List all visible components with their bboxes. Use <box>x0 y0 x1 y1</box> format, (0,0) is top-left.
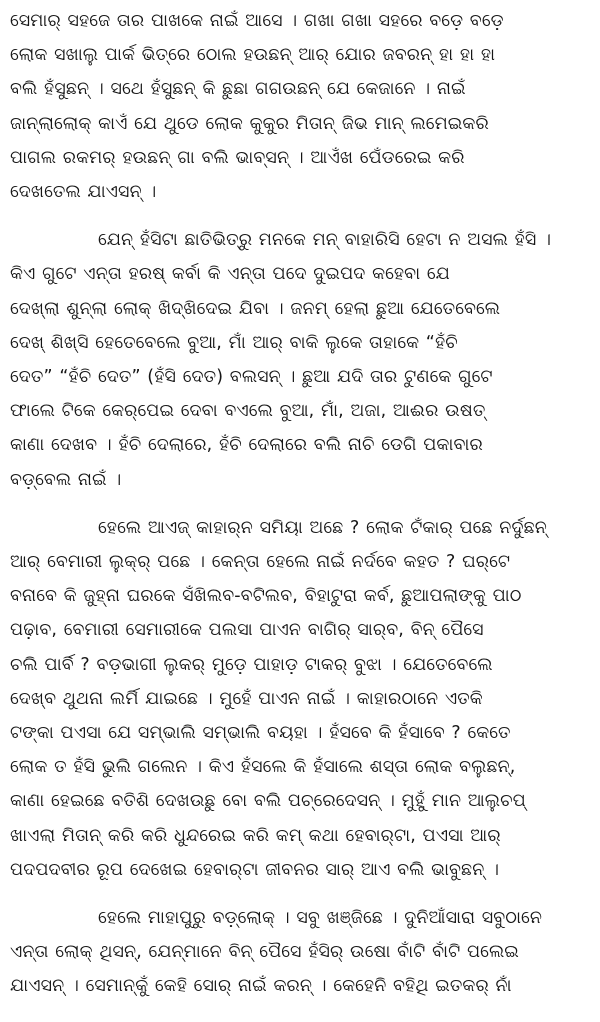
text-line: ସେମାର୍ ସହଜେ ତାର ପାଖକେ ନାଇଁ ଆସେ । ଗଖା ଗଖା ସହରେ ବଡ଼େ ବଡ଼େ <box>10 11 504 31</box>
text-line: କିଏ ଗୁଟେ ଏନ୍ତା ହରଷ୍ କର୍ବା କି ଏନ୍ତା ପଦେ ଦୁଇପଦ କହେବା ଯେ <box>10 264 450 285</box>
text-line: ଦେଖତେଲ ଯାଏସନ୍ । <box>10 182 157 203</box>
text-line: ଟଙ୍କା ପଏସା ଯେ ସମ୍ଭାଲି ସମ୍ଭାଲି ବୟହା । ହଁସବେ କି ହଁସାବେ ? କେତେ <box>10 723 511 744</box>
paragraph <box>10 511 590 887</box>
text-line: ଆର୍ ବେମାରୀ ଲୁକ୍‌ର୍ ପଛେ । କେନ୍ତା ହେଲେ ନାଇଁ ନର୍ଦବେ କହତ ? ଘର୍‌ଟେ <box>10 552 511 573</box>
text-line: କାଣା ହେଇଛେ ବତିଶି ଦେଖଉଛୁ ବୋ ବଲି ପଚ୍ରେଦେସନ୍ । ମୁହୁଁ ମାନ ଆଲୁଚପ୍ <box>10 791 526 812</box>
text-line: ବଲି ହଁସୁଛନ୍ । ସଥେ ହଁସୁଛନ୍ କି ଛୁଛା ଗଗଉଛନ୍ ଯେ କେଜାନେ । ନାଇଁ <box>10 79 466 100</box>
text-line: ଚଲି ପାର୍ବି ? ବଡ଼ଭାଗୀ ଲୁକର୍ ମୁଡ଼େ ପାହାଡ଼ ଟାକର୍ ବୁଝା । ଯେତେବେଲେ <box>10 654 493 675</box>
text-line: ପାଗଲ ରକମର୍ ହଉଛନ୍ ଗା ବଲି ଭାବ୍‌ସନ୍ । ଆଏଁଖ ପେଁଡରେଇ କରି <box>10 147 465 168</box>
text-line: ଜାନ୍‌ଲାଲୋକ୍ କାଏଁ ଯେ ଥୁଡେ ଲୋକ କୁକୁର ମିତାନ୍ ଜିଭ ମାନ୍ ଲମେଇକରି <box>10 113 489 134</box>
text-line: ଦେଖ୍‌ଲା ଶୁନ୍‌ଲା ଲୋକ୍ ଖିଦ୍‌ଖିଦେଇ ଯିବା । ଜନମ୍ ହେଲା ଛୁଆ ଯେତେବେଲେ <box>10 298 501 319</box>
paragraph <box>10 901 590 1004</box>
text-line: ଦେଖ୍ ଶିଖ୍‌ସି ହେତେବେଲେ ବୁଆ, ମାଁ ଆର୍ ବାକି ଲୁକେ ତାହାକେ “ହଁଚି <box>10 332 458 353</box>
text-line: କାଣା ଦେଖବ । ହଁଚି ଦେଲାରେ, ହଁଚି ଦେଲାରେ ବଲି ନାଚି ଡେଗି ପକାବାର <box>10 435 483 456</box>
text-line: ଯାଏସନ୍ । ସେମାନ୍‌କୁଁ କେହି ସୋର୍ ନାଇଁ କରନ୍ । କେହେନି ବହିଥି ଇତକର୍ ନାଁ <box>10 976 512 997</box>
text-line: ବଡ଼୍‌ବେଲ ନାଇଁ । <box>10 469 122 490</box>
paragraph <box>10 4 590 209</box>
text-line: ପଢ଼ାବ, ବେମାରୀ ସେମାରୀକେ ପଲସା ପାଏନ ବାଗିର୍ ସାର୍‌ବ, ବିନ୍ ପୈସେ <box>10 620 484 641</box>
body-text <box>10 4 590 1004</box>
text-line: ଦେତ” “ହଁଚି ଦେତ” (ହଁସି ଦେତ) ବଲସନ୍ । ଛୁଆ ଯଦି ତାର ଟୁଣକେ ଗୁଟେ <box>10 367 493 388</box>
text-line: ଯେନ୍ ହଁସିଟା ଛାତିଭିତ୍ରୁ ମନକେ ମନ୍ ବାହାରିସି ହେଟା ନ ଅସଲ ହଁସି । <box>98 230 552 251</box>
text-line: ଖାଏଲା ମିତାନ୍ କରି କରି ଧୁନ୍ଦରେଇ କରି କମ୍ କଥା ହେବାର୍‌ଟା, ପଏସା ଆର୍ <box>10 825 501 846</box>
text-line: ଏନ୍ତା ଲୋକ୍ ଥିସନ୍, ଯେନ୍‌ମାନେ ବିନ୍ ପୈସେ ହଁସିର୍ ଉଷୋ ବାଁଟି ବାଁଟି ପଲେଇ <box>10 942 519 963</box>
text-line: ଲୋକ ସଖାଲୁ ପାର୍କ ଭିତ୍ରେ ଠୋଲ ହଉଛନ୍ ଆର୍ ଯୋର ଜବରନ୍ ହା ହା ହା <box>10 45 496 66</box>
text-line: ପଦପଦବୀର ରୂପ ଦେଖେଇ ହେବାର୍‌ଟା ଜୀବନର ସାର୍ ଆଏ ବଲି ଭାବୁଛନ୍ । <box>10 859 500 880</box>
text-line: ଦେଖ୍‌ବ ଥୁଥନା ଲର୍ମି ଯାଇଛେ । ମୁହେଁ ପାଏନ ନାଇଁ । କାହାରଠାନେ ଏତକି <box>10 688 483 709</box>
text-line: ବନାବେ କି ଜୁହ୍ନା ଘରକେ ସଁଖିଲବ-ବଟିଲବ, ବିହାଟୁରା କର୍ବ, ଛୁଆପଲାଙ୍କୁ ପାଠ <box>10 586 522 607</box>
text-line: ହେଲେ ମାହାପୁରୁ ବଡ଼୍‌ଲୋକ୍ । ସବୁ ଖଞ୍ଜିଛେ । ଦୁନିଆଁସାରା ସବୁଠାନେ <box>98 908 542 929</box>
text-line: ଲୋକ ତ ହଁସି ଭୁଲି ଗଲେନ । କିଏ ହଁସଲେ କି ହଁସାଲେ ଶସ୍ତା ଲୋକ ବଲୁଛନ୍, <box>10 757 516 778</box>
text-line: ହେଲେ ଆଏଜ୍ କାହାର୍‌ନ ସମିୟା ଅଛେ ? ଲୋକ ଟଁକାର୍ ପଛେ ନର୍ଦୁଛନ୍ <box>98 517 547 538</box>
paragraph <box>10 223 590 497</box>
text-line: ଫାଲେ ଟିକେ କେର୍‌ପେଇ ଦେବା ବଏଲେ ବୁଆ, ମାଁ, ଅଜା, ଆଈର ଉଷତ୍ <box>10 401 486 422</box>
